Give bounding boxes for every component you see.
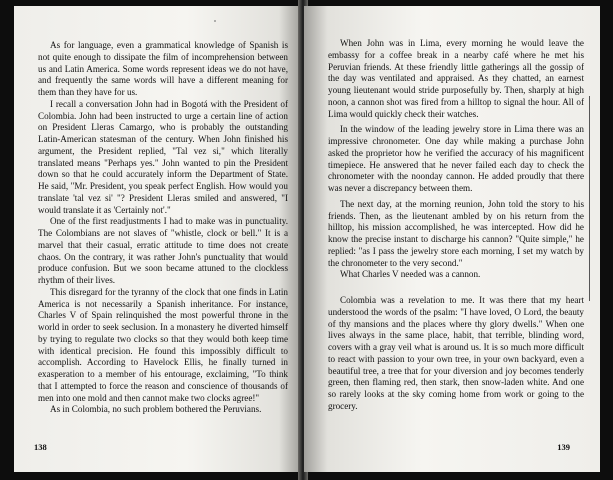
left-page — [14, 6, 302, 472]
margin-pencil-mark — [589, 96, 590, 301]
right-paragraph-2: In the window of the leading jewelry store in Lima there was an impressive chronometer. One day while making a purchase John asked the proprietor how he verified the accuracy of his magnificent timepiece. He answered that he never failed each day to check the chronometer with the noonday cannon. He added proudly that there was never a discrepancy between them. — [328, 124, 584, 193]
right-page-number: 139 — [557, 442, 570, 452]
left-page-text — [38, 40, 288, 416]
right-paragraph-5: Colombia was a revelation to me. It was there that my heart understood the words of the psalm: "I have loved, O Lord, the beauty of thy mansions and the places where thy glory dwells." When one lives always in the same place, habit, that terrible, blinding word, covers with a gray veil what is around us. It is so much more difficult to react with passion to your own tree, in your own backyard, even a beautiful tree, a tree that for your diversion and joy becomes tenderly green, then flaming red, then stark, then snow-laden white. And one so rarely looks at the sky coming home from work or going to the grocery. — [328, 295, 584, 411]
left-paragraph-1: As for language, even a grammatical knowledge of Spanish is not quite enough to dissipate the film of incomprehension between us and Latin America. Some words represent ideas we do not have, and frequently the same words will have a different meaning for them than they have for us. — [38, 40, 288, 97]
right-paragraph-4: What Charles V needed was a cannon. — [340, 269, 481, 280]
left-paragraph-5: As in Colombia, no such problem bothered the Peruvians. — [50, 404, 262, 415]
left-page-number: 138 — [34, 442, 47, 452]
right-page — [304, 6, 600, 472]
left-paragraph-2: I recall a conversation John had in Bogotá with the President of Colombia. John had been instructed to urge a certain line of action on President Lleras Camargo, who is probably the outstanding Latin-American statesman of the century. When John finished his argument, the President replied, "Tal vez si," which literally translated means "Perhaps yes." John wanted to pin the President down so that he could accurately inform the Department of State. He said, "Mr. President, you speak perfect English. How would you translate 'tal vez si' "? President Lleras smiled and answered, "I would translate it as 'Certainly not'." — [38, 98, 288, 215]
right-paragraph-3: The next day, at the morning reunion, John told the story to his friends. Then, as the lieutenant ambled by on his return from the hilltop, his mission accomplished, he was intercepted. How did he know the precise instant to discharge his cannon? "Quite simple," he replied: "as I pass the jewelry store each morning, I set my watch by the chronometer to the very second." — [328, 198, 584, 268]
left-paragraph-3: One of the first readjustments I had to make was in punctuality. The Colombians are not slaves of "whistle, clock or bell." It is a marvel that their casual, erratic attitude to time does not create chaos. On the contrary, it was rather John's punctuality that would produce confusion. But we soon became attuned to the clockless rhythm of their lives. — [38, 216, 288, 285]
right-paragraph-1: When John was in Lima, every morning he would leave the embassy for a coffee break in a nearby café where he met his Peruvian friends. At these friendly little gatherings all the gossip of the day was ventilated and appraised. As they chatted, an earnest young lieutenant would stride purposefully by. Then, sharply at high noon, a cannon shot was fired from a hilltop to signal the hour. All of Lima would quickly check their watches. — [328, 38, 584, 119]
right-page-text — [328, 38, 584, 413]
page-speck — [214, 20, 216, 22]
left-paragraph-4: This disregard for the tyranny of the clock that one finds in Latin America is not necessarily a Spanish inheritance. For instance, Charles V of Spain relinquished the most powerful throne in the world in order to seek seclusion. In a monastery he diverted himself by trying to regulate two clocks so that they would both keep time with identical precision. He found this impossibly difficult to accomplish. According to Havelock Ellis, he finally turned in exasperation to a member of his entourage, exclaiming, "To think that I attempted to force the reason and conscience of thousands of men into one mold and then cannot make two clocks agree!" — [38, 286, 288, 403]
